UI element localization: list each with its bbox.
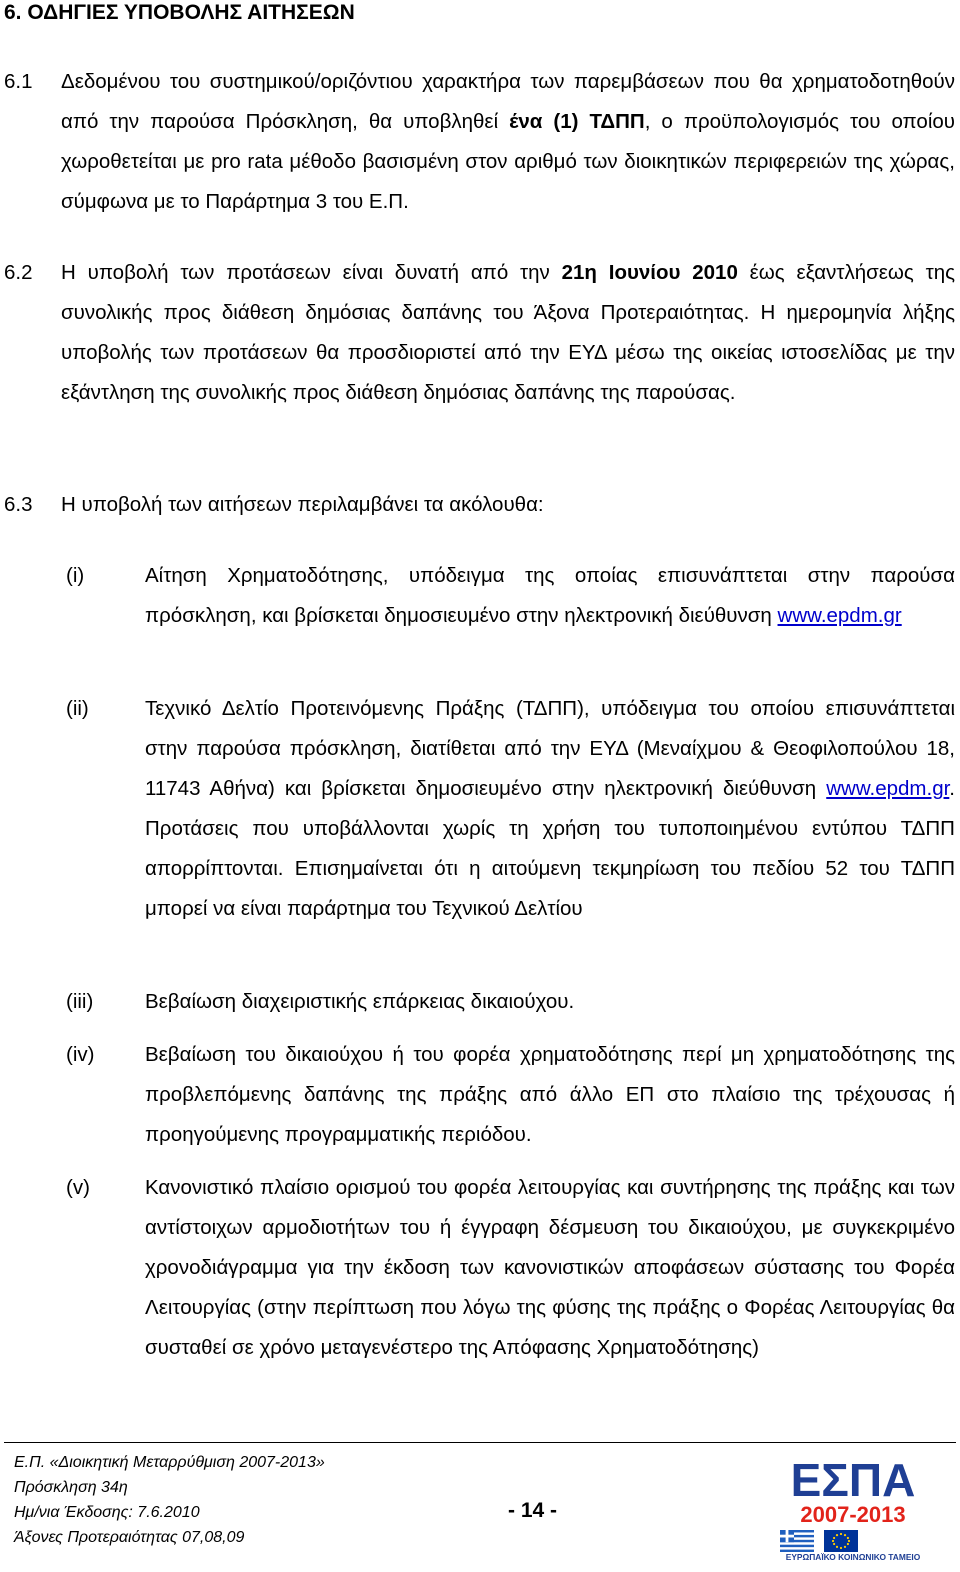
epdm-link[interactable]: www.epdm.gr — [777, 604, 902, 627]
section-heading: 6. ΟΔΗΓΙΕΣ ΥΠΟΒΟΛΗΣ ΑΙΤΗΣΕΩΝ — [4, 1, 355, 24]
footer-issue-date: Ημ/νια Έκδοσης: 7.6.2010 — [14, 1504, 200, 1521]
eu-flag-icon — [824, 1530, 858, 1552]
list-item-marker: (iii) — [66, 990, 94, 1013]
paragraph-bold-date: 21η Ιουνίου 2010 — [561, 261, 738, 284]
paragraph-text: , ο προϋπολογισμός του οποίου χωροθετείται με pro rata μέθοδο βασισμένη στον αριθμό των διοικητικών περιφερειών της χώρας, σύμφωνα με το Παράρτημα 3 του Ε.Π. — [61, 110, 955, 213]
paragraph-6-3 — [4, 485, 954, 525]
paragraph-text: Δεδομένου του συστημικού/οριζόντιου χαρακτήρα των παρεμβάσεων που θα χρηματοδοτηθούν από την παρούσα Πρόσκληση, θα υποβληθεί — [61, 70, 955, 133]
espa-logo-caption: ΕΥΡΩΠΑΪΚΟ ΚΟΙΝΩΝΙΚΟ ΤΑΜΕΙΟ — [785, 1552, 921, 1562]
footer-program: Ε.Π. «Διοικητική Μεταρρύθμιση 2007-2013» — [14, 1454, 325, 1471]
espa-logo-title: ΕΣΠΑ — [790, 1454, 916, 1506]
paragraph-text: Η υποβολή των αιτήσεων περιλαμβάνει τα ακόλουθα: — [61, 493, 544, 516]
list-item-marker: (iv) — [66, 1043, 95, 1066]
list-item-text: Τεχνικό Δελτίο Προτεινόμενης Πράξης (ΤΔΠΠ), υπόδειγμα του οποίου επισυνάπτεται στην παρούσα πρόσκληση, διατίθεται από την ΕΥΔ (Μεναίχμου & Θεοφιλοπούλου 18, 11743 Αθήνα) και βρίσκεται δημοσιευμένο στην ηλεκτρονική διεύθυνση www.epdm.gr. Προτάσεις που υποβάλλονται χωρίς τη χρήση του τυποποιημένου εντύπου ΤΔΠΠ απορρίπτονται. Επισημαίνεται ότι η αιτούμενη τεκμηρίωση του πεδίου 52 του ΤΔΠΠ μπορεί να είναι παράρτημα του Τεχνικού Δελτίου — [145, 697, 955, 920]
list-item-marker: (v) — [66, 1176, 90, 1199]
footer-axes: Άξονες Προτεραιότητας 07,08,09 — [14, 1529, 245, 1546]
paragraph-bold-text: ένα (1) ΤΔΠΠ — [509, 110, 645, 133]
list-item-text: Κανονιστικό πλαίσιο ορισμού του φορέα λειτουργίας και συντήρησης της πράξης και των αντίστοιχων αρμοδιοτήτων του ή έγγραφη δέσμευση του δικαιούχου, με συγκεκριμένο χρονοδιάγραμμα για την έκδοση των κανονιστικών αποφάσεων σύστασης του Φορέα Λειτουργίας (στην περίπτωση που λόγω της φύσης της πράξης ο Φορέας Λειτουργίας θα συσταθεί σε χρόνο μεταγενέστερο της Απόφασης Χρηματοδότησης) — [145, 1176, 955, 1359]
paragraph-number: 6.3 — [4, 493, 33, 516]
paragraph-text: έως εξαντλήσεως της συνολικής προς διάθεση δημόσιας δαπάνης του Άξονα Προτεραιότητας. Η ημερομηνία λήξης υποβολής των προτάσεων θα προσδιοριστεί από την ΕΥΔ μέσω της οικείας ιστοσελίδας με την εξάντληση της συνολικής προς διάθεση δημόσιας δαπάνης της παρούσας. — [61, 261, 955, 404]
paragraph-number: 6.2 — [4, 261, 33, 284]
page-number: - 14 - — [508, 1499, 558, 1522]
footer-info — [14, 1450, 325, 1550]
paragraph-6-2 — [4, 253, 955, 413]
espa-logo-years: 2007-2013 — [800, 1502, 906, 1527]
greek-flag-icon — [780, 1530, 814, 1552]
footer-call: Πρόσκληση 34η — [14, 1479, 128, 1496]
list-item-text: Αίτηση Χρηματοδότησης, υπόδειγμα της οποίας επισυνάπτεται στην παρούσα πρόσκληση, και βρίσκεται δημοσιευμένο στην ηλεκτρονική διεύθυνση www.epdm.gr — [145, 564, 955, 627]
paragraph-6-1 — [4, 62, 955, 222]
list-item-text: Βεβαίωση διαχειριστικής επάρκειας δικαιούχου. — [145, 990, 575, 1013]
espa-logo — [778, 1452, 928, 1562]
paragraph-number: 6.1 — [4, 70, 33, 93]
list-item-marker: (ii) — [66, 697, 89, 720]
list-item-text: Βεβαίωση του δικαιούχου ή του φορέα χρηματοδότησης περί μη χρηματοδότησης της προβλεπόμενης δαπάνης της πράξης από άλλο ΕΠ στο πλαίσιο της τρέχουσας ή προηγούμενης προγραμματικής περιόδου. — [145, 1043, 955, 1146]
paragraph-text: Η υποβολή των προτάσεων είναι δυνατή από την — [61, 261, 562, 284]
epdm-link[interactable]: www.epdm.gr — [826, 777, 950, 800]
list-item-marker: (i) — [66, 564, 85, 587]
footer-divider — [4, 1442, 956, 1443]
